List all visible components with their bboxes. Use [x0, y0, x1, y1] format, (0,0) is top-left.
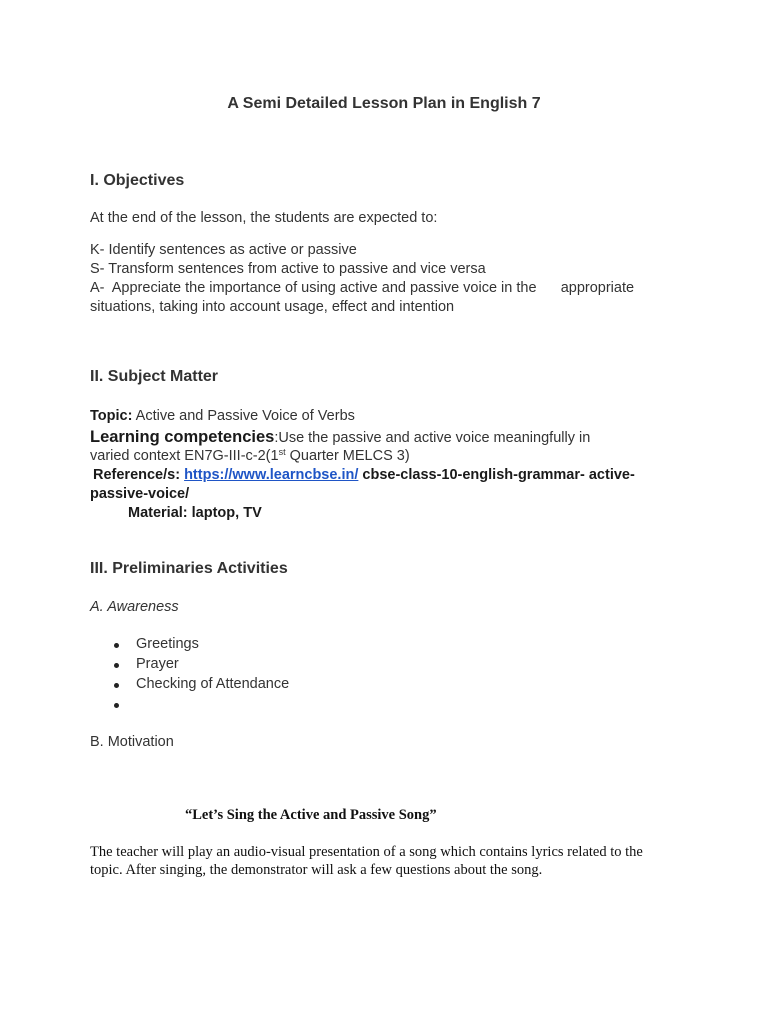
objective-attitude-cont: situations, taking into account usage, effect and intention: [90, 299, 455, 315]
competencies-label: Learning competencies: [90, 428, 275, 446]
objectives-intro: At the end of the lesson, the students are expected to:: [90, 210, 438, 226]
song-title: “Let’s Sing the Active and Passive Song”: [185, 807, 437, 823]
motivation-label: B. Motivation: [90, 734, 174, 750]
reference-line: [93, 466, 635, 485]
song-description-line-1: The teacher will play an audio-visual presentation of a song which contains lyrics related to the: [90, 844, 643, 860]
document-title: A Semi Detailed Lesson Plan in English 7: [227, 95, 541, 112]
competencies-value: :Use the passive and active voice meaningfully in: [274, 430, 591, 446]
bullet-icon: [114, 703, 119, 708]
list-item-text: Checking of Attendance: [136, 676, 290, 692]
objectives-heading: I. Objectives: [90, 172, 185, 189]
list-item-text: Greetings: [136, 636, 199, 652]
objective-skill: S- Transform sentences from active to passive and vice versa: [90, 261, 486, 277]
reference-link[interactable]: https://www.learncbse.in/: [184, 467, 359, 483]
preliminaries-heading: III. Preliminaries Activities: [90, 560, 288, 577]
topic-value: Active and Passive Voice of Verbs: [132, 408, 355, 424]
song-description-line-2: topic. After singing, the demonstrator will ask a few questions about the song.: [90, 862, 543, 878]
topic-label: Topic:: [90, 408, 133, 424]
competencies-quarter: Quarter MELCS 3): [285, 448, 410, 464]
objective-attitude: A- Appreciate the importance of using active and passive voice in the appropriate: [90, 280, 635, 296]
reference-line-2: passive-voice/: [90, 486, 190, 502]
bullet-icon: [114, 663, 119, 668]
competencies-code: varied context EN7G-III-c-2(1: [90, 448, 279, 464]
bullet-icon: [114, 683, 119, 688]
topic-line: [90, 407, 355, 426]
objective-knowledge: K- Identify sentences as active or passive: [90, 242, 357, 258]
awareness-label: A. Awareness: [90, 599, 179, 615]
material-line: Material: laptop, TV: [128, 505, 262, 521]
competencies-line-2: [90, 447, 410, 466]
competencies-line: [90, 428, 590, 448]
bullet-icon: [114, 643, 119, 648]
reference-label: Reference/s:: [93, 467, 185, 483]
list-item-text: Prayer: [136, 656, 179, 672]
ordinal-suffix: st: [278, 447, 286, 457]
reference-rest: cbse-class-10-english-grammar- active-: [358, 467, 635, 483]
subject-matter-heading: II. Subject Matter: [90, 368, 219, 385]
